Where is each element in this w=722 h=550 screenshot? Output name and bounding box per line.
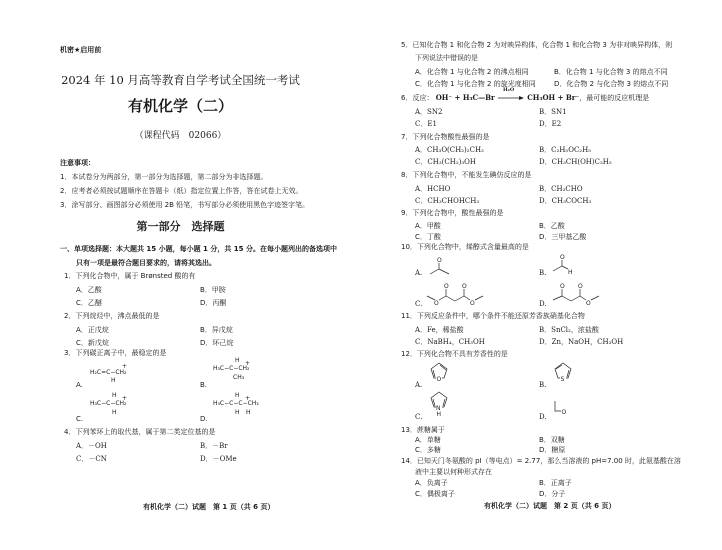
acetaldehyde-structure [553,252,583,282]
question-stem: 6．反应： OH⁻ + H₃C—Br H₂O CH₃OH + Br⁻，最可能的反应机理是 [401,87,650,102]
svg-text:O: O [586,300,591,307]
option-a[interactable]: A．负离子 [415,479,448,487]
methyl-acetoacetate-structure [553,283,613,309]
notice-heading: 注意事项： [60,159,95,167]
option-a[interactable]: A．CH₃O(CH₂)₂CH₃ [415,146,484,154]
option-b[interactable]: B. [200,381,208,389]
svg-text:O: O [444,283,449,290]
page-footer: 有机化学（二）试题 第 2 页（共 6 页） [484,502,616,510]
option-b[interactable]: B．双糖 [539,436,565,444]
furan-structure [429,362,449,384]
option-d[interactable]: D. [539,413,547,421]
option-d[interactable]: D．Zn，NaOH，CH₃OH [539,338,624,346]
question-stem: 12．下列化合物不具有芳香性的是 [401,350,508,358]
question-stem: 11．下列反应条件中，哪个条件不能还原芳香族硝基化合物 [401,312,585,320]
reaction-products: CH₃OH + Br⁻ [527,93,580,102]
question-stem: 2．下列烷烃中，沸点最低的是 [64,312,160,320]
option-c[interactable]: C．E1 [415,120,437,128]
option-c[interactable]: C．化合物 1 与化合物 2 的旋光度相同 [415,80,536,88]
svg-text:N: N [436,405,441,412]
option-b[interactable]: B．乙酸 [539,222,565,230]
confidential-mark: 机密★启用前 [60,46,102,54]
option-a[interactable]: A．正戊烷 [76,326,109,334]
option-b[interactable]: B．SnCl₂，浓盐酸 [539,326,599,334]
option-a[interactable]: A．化合物 1 与化合物 2 的沸点相同 [415,68,529,76]
option-c[interactable]: C．－CN [76,455,107,463]
reaction-reactants: OH⁻ + H₃C—Br [435,93,495,102]
section-instructions-line-2: 只有一项是最符合题目要求的，请将其选出。 [76,259,216,267]
option-a[interactable]: A．SN2 [415,108,443,116]
svg-text:O: O [560,283,565,290]
dimethyl-malonate-structure [427,283,487,309]
svg-text:O: O [470,300,475,307]
oxetane-structure [553,400,569,416]
svg-text:O: O [561,409,567,416]
acetone-structure [429,255,459,281]
option-c[interactable]: C．偶极离子 [415,490,455,498]
exam-title: 2024 年 10 月高等教育自学考试全国统一考试 [61,73,300,87]
svg-text:H: H [568,269,573,276]
svg-text:O: O [437,257,442,264]
option-a[interactable]: A. [76,381,83,389]
exam-page-2 [361,0,722,550]
option-c[interactable]: C．丁酸 [415,233,441,241]
option-d[interactable]: D．分子 [539,490,566,498]
question-stem: 4．下列苯环上的取代基，属于第二类定位基的是 [64,428,216,436]
option-a[interactable]: A．甲酸 [415,222,441,230]
svg-text:O: O [436,376,442,383]
option-a[interactable]: A．HCHO [415,185,451,193]
option-b[interactable]: B．SN1 [539,108,567,116]
question-stem: 1．下列化合物中，属于 Brønsted 酸的有 [64,272,196,280]
option-d[interactable]: D．三甲基乙酸 [539,233,587,241]
question-stem-line-1: 5．已知化合物 1 和化合物 2 为对映异构体，化合物 1 和化合物 3 为非对映异构体，则 [401,41,673,49]
option-a[interactable]: A. [415,269,423,277]
question-stem: 3．下列碳正离子中，最稳定的是 [64,349,167,357]
section-instructions-line-1: 一、单项选择题：本大题共 15 小题，每小题 1 分，共 15 分。在每小题列出的备选项中 [60,245,337,253]
option-d[interactable]: D．E2 [539,120,562,128]
option-d[interactable]: D. [539,300,547,308]
option-d[interactable]: D．CH₃CH(OH)C₂H₅ [539,158,612,166]
question-stem-line-1: 14．已知天门冬氨酸的 pI（等电点）= 2.77，那么当溶液的 pH=7.00 时，此氨基酸在溶 [401,457,681,465]
option-b[interactable]: B．化合物 1 与化合物 3 的熔点不同 [554,68,668,76]
option-a[interactable]: A．－OH [76,442,107,450]
question-stem: 13．蔗糖属于 [401,426,445,434]
course-code: （课程代码 02066） [134,131,227,141]
option-c[interactable]: C. [76,415,84,423]
option-b[interactable]: B．甲胺 [200,286,226,294]
option-c[interactable]: C．乙醚 [76,299,102,307]
question-stem-line-2: 液中主要以何种形式存在 [415,468,492,476]
option-a[interactable]: A. [415,381,423,389]
notice-item-1: 1．本试卷分为两部分，第一部分为选择题，第二部分为非选择题。 [60,173,268,181]
svg-text:O: O [434,300,439,307]
carbocation-structure-d: H H₃C−C−C−CH₃ + H H [213,392,259,416]
part-title: 第一部分 选择题 [136,220,225,233]
carbocation-structure-a: H₂C=C−CH₂ H + [90,363,128,384]
option-c[interactable]: C．新戊烷 [76,339,109,347]
option-d[interactable]: D．环己烷 [200,339,234,347]
option-b[interactable]: B．异戊烷 [200,326,233,334]
option-c[interactable]: C．多糖 [415,446,441,454]
option-b[interactable]: B. [539,381,547,389]
svg-text:H: H [436,411,442,418]
option-b[interactable]: B．－Br [200,442,228,450]
notice-item-2: 2．应考者必须按试题顺序在答题卡（纸）指定位置上作答，答在试卷上无效。 [60,187,303,195]
option-b[interactable]: B．正离子 [539,479,572,487]
question-stem: 7．下列化合物酸性最强的是 [401,133,490,141]
option-b[interactable]: B．CH₃CHO [539,185,583,193]
option-d[interactable]: D．CH₃COCH₃ [539,197,592,205]
option-c[interactable]: C. [415,300,423,308]
option-d[interactable]: D. [200,415,208,423]
notice-item-3: 3．涂写部分、画图部分必须使用 2B 铅笔，书写部分必须使用黑色字迹签字笔。 [60,201,310,209]
question-stem-line-2: 下列说法中错误的是 [415,54,478,62]
carbocation-structure-b: H H₃C−C−CH₂ + CH₃ [213,357,251,381]
subject-title: 有机化学（二） [127,97,233,115]
option-b[interactable]: B．C₂H₅OC₂H₅ [539,146,592,154]
svg-text:O: O [462,283,467,290]
option-a[interactable]: A．Fe，稀盐酸 [415,326,464,334]
option-d[interactable]: D．化合物 2 与化合物 3 的熔点不同 [554,80,669,88]
reaction-arrow-icon: H₂O [497,94,525,102]
option-a[interactable]: A．乙酸 [76,286,102,294]
svg-text:S: S [560,376,565,383]
option-c[interactable]: C．NaBH₄，CH₃OH [415,338,485,346]
option-d[interactable]: D．－OMe [200,455,237,463]
question-stem: 10．下列化合物中，烯醇式含量最高的是 [401,243,529,251]
option-a[interactable]: A．单糖 [415,436,441,444]
option-d[interactable]: D．丙酮 [200,299,227,307]
question-stem: 9．下列化合物中，酸性最强的是 [401,209,504,217]
question-stem: 8．下列化合物中，不能发生碘仿反应的是 [401,171,532,179]
option-d[interactable]: D．糖原 [539,446,566,454]
option-c[interactable]: C. [415,413,423,421]
option-b[interactable]: B. [539,269,547,277]
svg-text:O: O [560,254,565,261]
thiophene-structure [553,362,573,384]
carbocation-structure-c: H H₃C−C−CH₂ + H [90,392,128,416]
option-c[interactable]: C．CH₃CHOHCH₃ [415,197,480,205]
option-c[interactable]: C．CH₃(CH₂)₃OH [415,158,477,166]
svg-text:O: O [578,283,583,290]
page-footer: 有机化学（二）试题 第 1 页（共 6 页） [143,503,275,511]
pyrrole-structure [429,391,449,417]
